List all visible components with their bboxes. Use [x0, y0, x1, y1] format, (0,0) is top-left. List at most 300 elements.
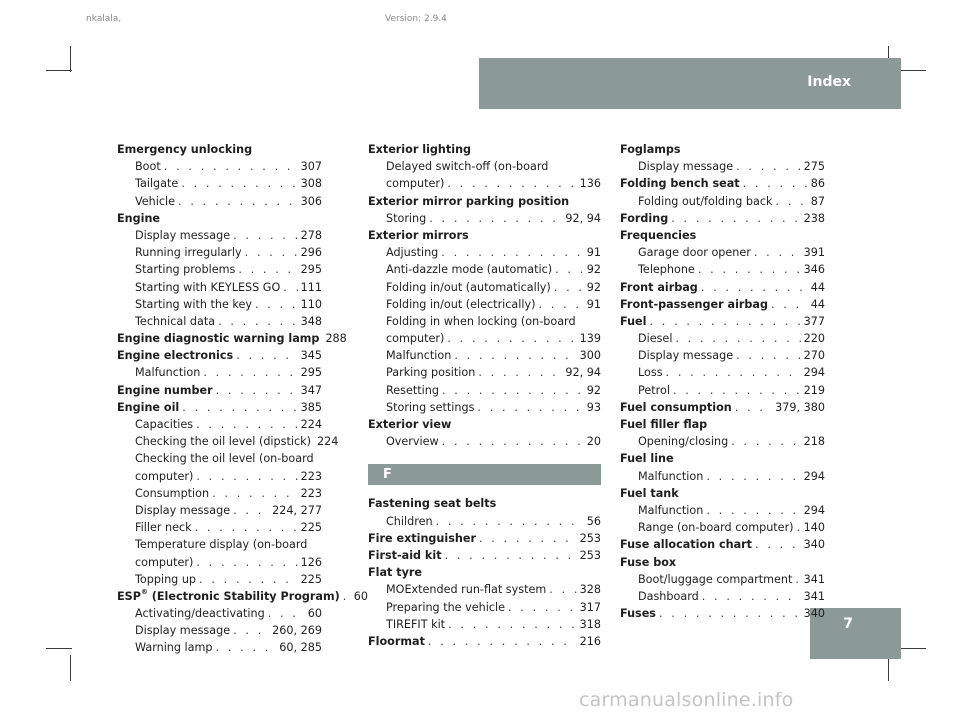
page-reference[interactable]: 224, 277 [272, 503, 322, 517]
leader-dots [477, 399, 583, 416]
index-entry-label: Preparing the vehicle [386, 600, 505, 614]
index-entry[interactable] [117, 450, 322, 467]
index-entry-label: Boot [135, 160, 161, 174]
registered-mark: ® [140, 587, 148, 596]
index-entry-label: Display message [135, 624, 231, 638]
leader-dots [447, 330, 576, 347]
page-reference[interactable]: 110 [300, 297, 322, 311]
section-tab [479, 58, 901, 109]
page-reference[interactable]: 317 [579, 600, 601, 614]
leader-dots [428, 633, 577, 650]
page-reference[interactable]: 347 [300, 383, 322, 397]
index-entry-label: Starting problems [135, 263, 236, 277]
leader-dots [283, 279, 297, 296]
index-entry[interactable] [620, 313, 825, 330]
index-entry[interactable] [117, 605, 322, 622]
index-column-2 [368, 141, 601, 650]
leader-dots [218, 313, 298, 330]
index-entry-label: Dashboard [638, 589, 699, 603]
index-entry[interactable] [620, 244, 825, 261]
leader-dots [429, 210, 562, 227]
index-entry-label: Boot/luggage compartment [638, 572, 793, 586]
index-entry[interactable] [117, 175, 322, 192]
leader-dots [196, 416, 298, 433]
index-entry-label: Flat tyre [368, 566, 423, 580]
index-entry[interactable] [620, 519, 825, 536]
index-entry[interactable] [117, 622, 322, 639]
page-reference[interactable]: 60 [353, 589, 368, 603]
index-entry-label: Technical data [135, 314, 216, 328]
page-reference[interactable]: 391 [803, 246, 825, 260]
index-entry[interactable] [117, 244, 322, 261]
leader-dots [448, 616, 577, 633]
crop-mark [900, 648, 926, 649]
leader-dots [442, 382, 584, 399]
index-entry[interactable] [620, 279, 825, 296]
leader-dots [447, 175, 576, 192]
index-entry[interactable] [368, 175, 601, 192]
index-entry-label: Folding in/out (electrically) [386, 297, 536, 311]
page-reference[interactable]: 56 [586, 514, 601, 528]
index-entry-label: Frequencies [620, 228, 697, 242]
index-entry-label: Starting with KEYLESS GO [135, 280, 281, 294]
index-entry[interactable] [117, 502, 322, 519]
leader-dots [706, 468, 800, 485]
index-entry[interactable] [117, 536, 322, 553]
page-reference[interactable]: 93 [586, 400, 601, 414]
page-reference[interactable]: 111 [300, 280, 322, 294]
page-reference[interactable]: 348 [300, 314, 322, 328]
leader-dots [255, 296, 298, 313]
page-reference[interactable]: 218 [803, 435, 825, 449]
page-reference[interactable]: 275 [803, 160, 825, 174]
page-reference[interactable]: 60 [307, 607, 322, 621]
leader-dots [795, 571, 800, 588]
index-entry[interactable] [117, 313, 322, 330]
page-reference[interactable]: 340 [803, 538, 825, 552]
page-reference[interactable]: 238 [803, 211, 825, 225]
page-reference[interactable]: 223 [300, 486, 322, 500]
index-entry[interactable] [620, 382, 825, 399]
index-entry[interactable] [368, 330, 601, 347]
index-entry[interactable] [368, 141, 601, 158]
page-reference[interactable]: 345 [300, 349, 322, 363]
index-entry-label: Loss [638, 366, 663, 380]
leader-dots [735, 399, 772, 416]
index-entry-label: Petrol [638, 383, 670, 397]
leader-dots [233, 502, 269, 519]
index-entry-label: Malfunction [638, 503, 704, 517]
leader-dots [216, 639, 277, 656]
page-reference[interactable]: 306 [300, 194, 322, 208]
index-entry-label: Fuel consumption [620, 400, 732, 414]
page-reference[interactable]: 253 [579, 548, 601, 562]
index-entry-label: Diesel [638, 332, 673, 346]
leader-dots [245, 244, 298, 261]
index-entry[interactable] [620, 588, 825, 605]
section-letter: F [383, 467, 392, 483]
index-entry[interactable] [368, 433, 601, 450]
leader-dots [775, 193, 807, 210]
index-entry[interactable] [117, 227, 322, 244]
leader-dots [442, 433, 584, 450]
index-entry-label: First-aid kit [368, 548, 442, 562]
index-entry[interactable] [620, 175, 825, 192]
index-entry[interactable] [620, 536, 825, 553]
page-reference[interactable]: 341 [803, 589, 825, 603]
index-entry-label: Engine [117, 211, 161, 225]
leader-dots [164, 158, 298, 175]
index-entry-label: Exterior mirrors [368, 228, 469, 242]
index-entry-label: Exterior lighting [368, 143, 472, 156]
index-entry[interactable] [368, 313, 601, 330]
index-entry-label: Display message [135, 503, 231, 517]
index-entry[interactable] [368, 530, 601, 547]
leader-dots [436, 513, 584, 530]
index-entry-label: Telephone [638, 263, 695, 277]
page-reference[interactable]: 225 [300, 521, 322, 535]
index-entry-label: Malfunction [386, 349, 452, 363]
index-entry-label: computer) [135, 555, 194, 569]
page-reference[interactable]: 86 [810, 177, 825, 191]
index-entry-label: Fuel filler flap [620, 418, 708, 431]
index-column-1 [117, 141, 368, 657]
index-entry[interactable] [117, 364, 322, 381]
index-entry[interactable] [620, 296, 825, 313]
leader-dots [268, 605, 305, 622]
leader-dots [659, 605, 801, 622]
page-reference[interactable]: 328 [579, 583, 601, 597]
index-entry-label: Exterior mirror parking position [368, 194, 570, 208]
index-entry-label: Engine number [117, 383, 213, 397]
index-entry[interactable] [620, 261, 825, 278]
page-reference[interactable]: 92 [586, 263, 601, 277]
page-reference[interactable]: 220 [803, 332, 825, 346]
leader-dots [731, 433, 800, 450]
index-entry-label: Storing [386, 211, 427, 225]
leader-dots [236, 347, 297, 364]
page-reference[interactable]: 139 [579, 332, 601, 346]
index-entry[interactable] [368, 599, 601, 616]
index-entry[interactable] [620, 468, 825, 485]
leader-dots [743, 175, 808, 192]
crop-mark [46, 648, 72, 649]
index-entry[interactable] [117, 485, 322, 502]
page-reference[interactable]: 379, 380 [775, 400, 825, 414]
index-entry[interactable] [117, 587, 368, 605]
index-entry-label: Fire extinguisher [368, 531, 476, 545]
leader-dots [736, 158, 801, 175]
index-entry[interactable] [368, 382, 601, 399]
index-entry[interactable] [117, 382, 322, 399]
leader-dots [675, 330, 800, 347]
index-entry-label: Filler neck [135, 521, 192, 535]
index-entry-label: Folding bench seat [620, 177, 740, 191]
index-entry[interactable] [620, 605, 825, 622]
index-entry[interactable] [368, 495, 601, 512]
index-entry-label: Engine oil [117, 400, 180, 414]
index-entry-label: Floormat [368, 634, 425, 648]
index-entry-label: TIREFIT kit [386, 617, 446, 631]
index-entry[interactable] [117, 399, 322, 416]
leader-dots [195, 519, 298, 536]
leader-dots [649, 313, 800, 330]
index-entry-label: Range (on-board computer) [638, 521, 794, 535]
page-reference[interactable]: 385 [300, 400, 322, 414]
index-entry-label: Folding in when locking (on-board [386, 314, 576, 328]
leader-dots [182, 399, 297, 416]
index-entry[interactable] [368, 279, 601, 296]
index-entry[interactable] [117, 330, 347, 347]
crop-mark [70, 655, 71, 681]
index-entry[interactable] [117, 416, 322, 433]
leader-dots [445, 547, 577, 564]
index-entry[interactable] [368, 581, 601, 598]
page-reference[interactable]: 136 [579, 177, 601, 191]
index-entry[interactable] [117, 468, 322, 485]
index-entry[interactable] [368, 364, 601, 381]
leader-dots [233, 622, 269, 639]
leader-dots [181, 175, 297, 192]
index-entry-label: Capacities [135, 418, 194, 431]
index-entry-label: Fuse box [620, 555, 677, 569]
page-reference[interactable]: 294 [803, 366, 825, 380]
index-entry-label: Fuse allocation chart [620, 538, 753, 552]
leader-dots [754, 244, 801, 261]
page-reference[interactable]: 270 [803, 349, 825, 363]
leader-dots [203, 364, 297, 381]
index-entry-label: Vehicle [135, 194, 176, 208]
page-reference[interactable]: 318 [579, 617, 601, 631]
leader-dots [343, 588, 351, 605]
index-entry-label: Display message [638, 160, 734, 174]
index-entry-label: Starting with the key [135, 297, 252, 311]
index-entry-label: Storing settings [386, 400, 475, 414]
index-entry[interactable] [620, 399, 825, 416]
index-entry[interactable] [117, 519, 322, 536]
index-entry-label: Engine electronics [117, 349, 234, 363]
page-reference[interactable]: 340 [803, 607, 825, 621]
page-reference[interactable]: 60, 285 [279, 641, 322, 655]
page-reference[interactable]: 92 [586, 383, 601, 397]
leader-dots [755, 536, 801, 553]
index-entry[interactable] [117, 193, 322, 210]
page-reference[interactable]: 253 [579, 531, 601, 545]
index-entry[interactable] [368, 616, 601, 633]
index-entry-label: Exterior view [368, 418, 452, 431]
index-column-3 [620, 141, 825, 622]
page-reference[interactable]: 92, 94 [565, 211, 601, 225]
index-entry[interactable] [117, 639, 322, 656]
index-entry[interactable] [620, 141, 825, 158]
page-reference[interactable]: 295 [300, 366, 322, 380]
index-entry-label: Front-passenger airbag [620, 297, 768, 311]
index-entry[interactable] [620, 416, 825, 433]
watermark: carmanualsonline.info [579, 689, 794, 711]
index-entry[interactable] [620, 485, 825, 502]
index-entry[interactable] [368, 210, 601, 227]
index-entry[interactable] [620, 330, 825, 347]
page-reference[interactable]: 288 [325, 332, 347, 346]
page-reference[interactable]: 294 [803, 469, 825, 483]
page-reference[interactable]: 126 [300, 555, 322, 569]
index-entry-label: Overview [386, 435, 439, 449]
index-entry[interactable] [117, 279, 322, 296]
section-tab-label: Index [807, 74, 851, 90]
index-entry[interactable] [117, 261, 322, 278]
index-entry-label: Topping up [135, 572, 197, 586]
leader-dots [478, 364, 562, 381]
page-reference[interactable]: 278 [300, 228, 322, 242]
index-entry[interactable] [368, 193, 601, 210]
index-entry[interactable] [620, 433, 825, 450]
crop-mark [70, 46, 71, 72]
index-entry[interactable] [117, 433, 339, 450]
index-entry-label: Delayed switch-off (on-board [386, 160, 549, 174]
index-entry-label-part: ESP [117, 589, 141, 603]
page-reference[interactable]: 20 [586, 435, 601, 449]
index-entry[interactable] [368, 564, 601, 581]
page-reference[interactable]: 308 [300, 177, 322, 191]
index-entry-label: Fuel tank [620, 486, 679, 500]
index-entry-label: Folding out/folding back [638, 194, 773, 208]
index-entry-label: Malfunction [135, 366, 201, 380]
index-entry[interactable] [368, 261, 601, 278]
index-entry-label: Malfunction [638, 469, 704, 483]
page-reference[interactable]: 216 [579, 634, 601, 648]
index-entry-label: Resetting [386, 383, 439, 397]
leader-dots [178, 193, 298, 210]
leader-dots [508, 599, 577, 616]
index-entry[interactable] [368, 416, 601, 433]
index-entry[interactable] [117, 210, 322, 227]
index-entry[interactable] [620, 210, 825, 227]
index-entry[interactable] [620, 571, 825, 588]
page-reference[interactable]: 92 [586, 280, 601, 294]
page-reference[interactable]: 341 [803, 572, 825, 586]
index-entry-label [117, 588, 340, 605]
page-reference[interactable]: 91 [586, 246, 601, 260]
index-entry-label: Checking the oil level (dipstick) [135, 435, 311, 449]
page-reference[interactable]: 294 [803, 503, 825, 517]
index-entry[interactable] [117, 158, 322, 175]
index-entry-label: Checking the oil level (on-board [135, 452, 314, 466]
index-entry[interactable] [368, 399, 601, 416]
leader-dots [555, 261, 584, 278]
index-entry-label: Foglamps [620, 143, 681, 156]
leader-dots [196, 554, 297, 571]
page-reference[interactable]: 307 [300, 160, 322, 174]
index-entry-label: Display message [135, 228, 231, 242]
index-entry[interactable] [368, 158, 601, 175]
index-entry[interactable] [117, 141, 322, 158]
index-entry-label: Activating/deactivating [135, 607, 265, 621]
index-entry[interactable] [117, 296, 322, 313]
page-reference[interactable]: 296 [300, 246, 322, 260]
index-entry[interactable] [368, 633, 601, 650]
index-entry-label: Fuel [620, 314, 647, 328]
index-entry-label: Engine diagnostic warning lamp [117, 332, 320, 346]
index-entry[interactable] [368, 547, 601, 564]
leader-dots [196, 468, 297, 485]
index-entry[interactable] [620, 364, 825, 381]
index-entry[interactable] [620, 554, 825, 571]
leader-dots [554, 279, 584, 296]
index-entry[interactable] [620, 158, 825, 175]
leader-dots [736, 347, 801, 364]
index-entry-label: computer) [135, 469, 194, 483]
index-entry[interactable] [620, 227, 825, 244]
index-entry-label: Temperature display (on-board [135, 538, 308, 552]
page-reference[interactable]: 44 [810, 280, 825, 294]
crop-mark [46, 70, 72, 71]
index-entry[interactable] [368, 227, 601, 244]
leader-dots [673, 382, 801, 399]
page-reference[interactable]: 44 [810, 297, 825, 311]
index-entry-label: Emergency unlocking [117, 143, 253, 156]
index-entry-label: Fastening seat belts [368, 497, 497, 511]
leader-dots [199, 571, 298, 588]
page-reference[interactable]: 260, 269 [272, 624, 322, 638]
index-entry-label: Fuel line [620, 452, 674, 466]
page-reference[interactable]: 225 [300, 572, 322, 586]
index-entry[interactable] [368, 347, 601, 364]
index-entry[interactable] [620, 193, 825, 210]
index-entry[interactable] [368, 244, 601, 261]
page-reference[interactable]: 140 [803, 521, 825, 535]
page-reference[interactable]: 223 [300, 469, 322, 483]
index-entry-label: Fuses [620, 607, 656, 621]
index-entry[interactable] [368, 513, 601, 530]
page-reference[interactable]: 295 [300, 263, 322, 277]
index-entry-label: Anti-dazzle mode (automatic) [386, 263, 553, 277]
index-entry-label: Adjusting [386, 246, 439, 260]
leader-dots [698, 261, 801, 278]
leader-dots [797, 519, 801, 536]
page-reference[interactable]: 377 [803, 314, 825, 328]
page-reference[interactable]: 300 [579, 349, 601, 363]
index-entry-label: Display message [638, 349, 734, 363]
leader-dots [539, 296, 584, 313]
index-entry[interactable] [620, 450, 825, 467]
page-reference[interactable]: 346 [803, 263, 825, 277]
index-entry-label-part: (Electronic Stability Program) [147, 589, 340, 603]
index-entry-label: Folding in/out (automatically) [386, 280, 551, 294]
index-entry[interactable] [117, 554, 322, 571]
leader-dots [771, 296, 808, 313]
leader-dots [671, 210, 800, 227]
leader-dots [666, 364, 801, 381]
index-entry-label: Running irregularly [135, 246, 242, 260]
index-entry[interactable] [620, 502, 825, 519]
page-reference[interactable]: 91 [586, 297, 601, 311]
index-entry[interactable] [117, 347, 322, 364]
page-reference[interactable]: 224 [300, 418, 322, 431]
leader-dots [701, 279, 808, 296]
page-reference[interactable]: 87 [810, 194, 825, 208]
page-reference[interactable]: 92, 94 [565, 366, 601, 380]
leader-dots [238, 261, 297, 278]
index-entry[interactable] [368, 296, 601, 313]
index-entry-label: Consumption [135, 486, 210, 500]
print-meta-right: Version: 2.9.4 [385, 14, 447, 24]
page-reference[interactable]: 219 [803, 383, 825, 397]
section-letter-bar [368, 464, 601, 485]
page-reference[interactable]: 224 [316, 435, 339, 449]
index-entry[interactable] [620, 347, 825, 364]
index-entry[interactable] [117, 571, 322, 588]
index-entry-label: Opening/closing [638, 435, 729, 449]
